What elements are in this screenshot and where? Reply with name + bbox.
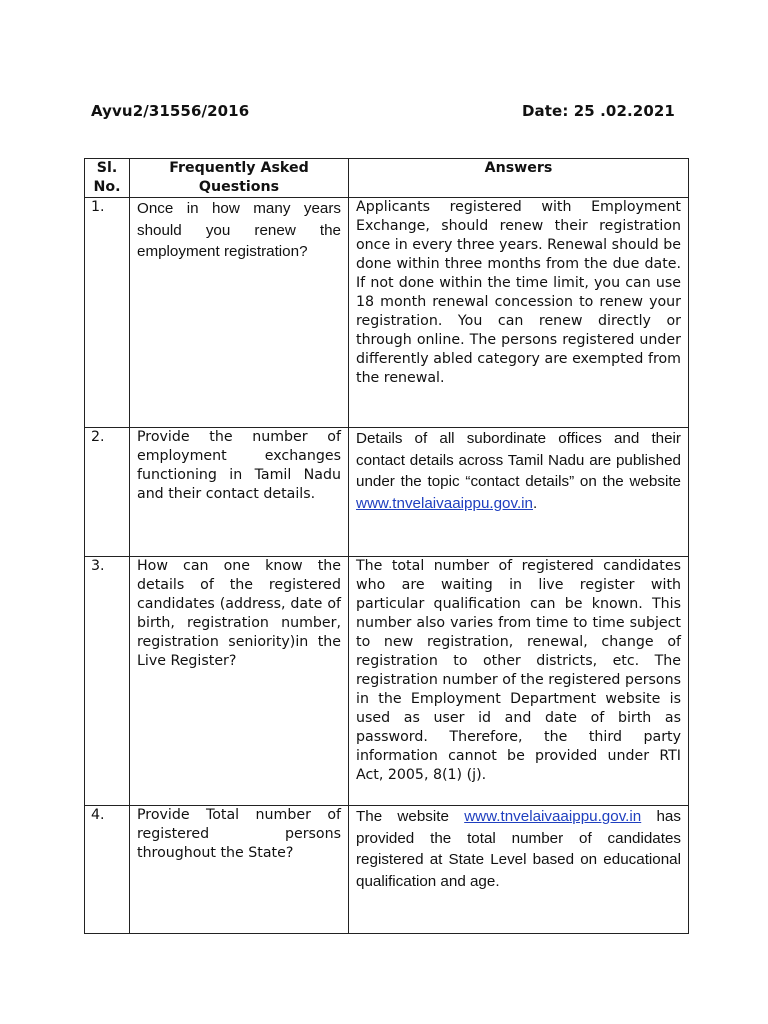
reference-number: Ayvu2/31556/2016	[91, 102, 250, 120]
row-number: 3.	[85, 557, 130, 806]
website-link[interactable]: www.tnvelaivaaippu.gov.in	[464, 808, 642, 825]
table-row	[85, 428, 689, 557]
answer-text: Applicants registered with Employment Exchange, should renew their registration once in every three years. Renewal should be done within three months from the due date. If not done within the time limit, you can use 18 month renewal concession to renew your registration. You can renew directly or through online. The persons registered under differently abled category are exempted from the renewal.	[349, 198, 689, 428]
header-question: Frequently Asked Questions	[130, 159, 349, 198]
header-sl-no: Sl. No.	[85, 159, 130, 198]
header-answer: Answers	[349, 159, 689, 198]
question-text: Provide Total number of registered persons throughout the State?	[130, 806, 349, 934]
answer-cell	[349, 428, 689, 557]
table-row	[85, 557, 689, 806]
answer-text: has provided the total number of candidates registered at State Level based on educational qualification and age.	[356, 808, 681, 890]
answer-text: Details of all subordinate offices and their contact details across Tamil Nadu are published under the topic “contact details” on the website	[356, 430, 681, 490]
website-link[interactable]: www.tnvelaivaaippu.gov.in	[356, 494, 534, 512]
row-number: 4.	[85, 806, 130, 934]
row-number: 1.	[85, 198, 130, 428]
question-text: Provide the number of employment exchanges functioning in Tamil Nadu and their contact details.	[130, 428, 349, 557]
document-date: Date: 25 .02.2021	[522, 102, 675, 120]
answer-cell	[349, 806, 689, 934]
answer-prefix: The website	[356, 808, 449, 825]
table-row	[85, 198, 689, 428]
table-row	[85, 806, 689, 934]
question-text: Once in how many years should you renew the employment registration?	[130, 198, 349, 428]
table-header-row	[85, 159, 689, 198]
answer-suffix: .	[533, 494, 538, 512]
question-text: How can one know the details of the registered candidates (address, date of birth, registration number, registration seniority)in the Live Register?	[130, 557, 349, 806]
row-number: 2.	[85, 428, 130, 557]
answer-text: The total number of registered candidates who are waiting in live register with particular qualification can be known. This number also varies from time to time subject to new registration, renewal, change of registration to other districts, etc. The registration number of the registered persons in the Employment Department website is used as user id and date of birth as password. Therefore, the third party information cannot be provided under RTI Act, 2005, 8(1) (j).	[349, 557, 689, 806]
faq-table	[84, 158, 689, 934]
